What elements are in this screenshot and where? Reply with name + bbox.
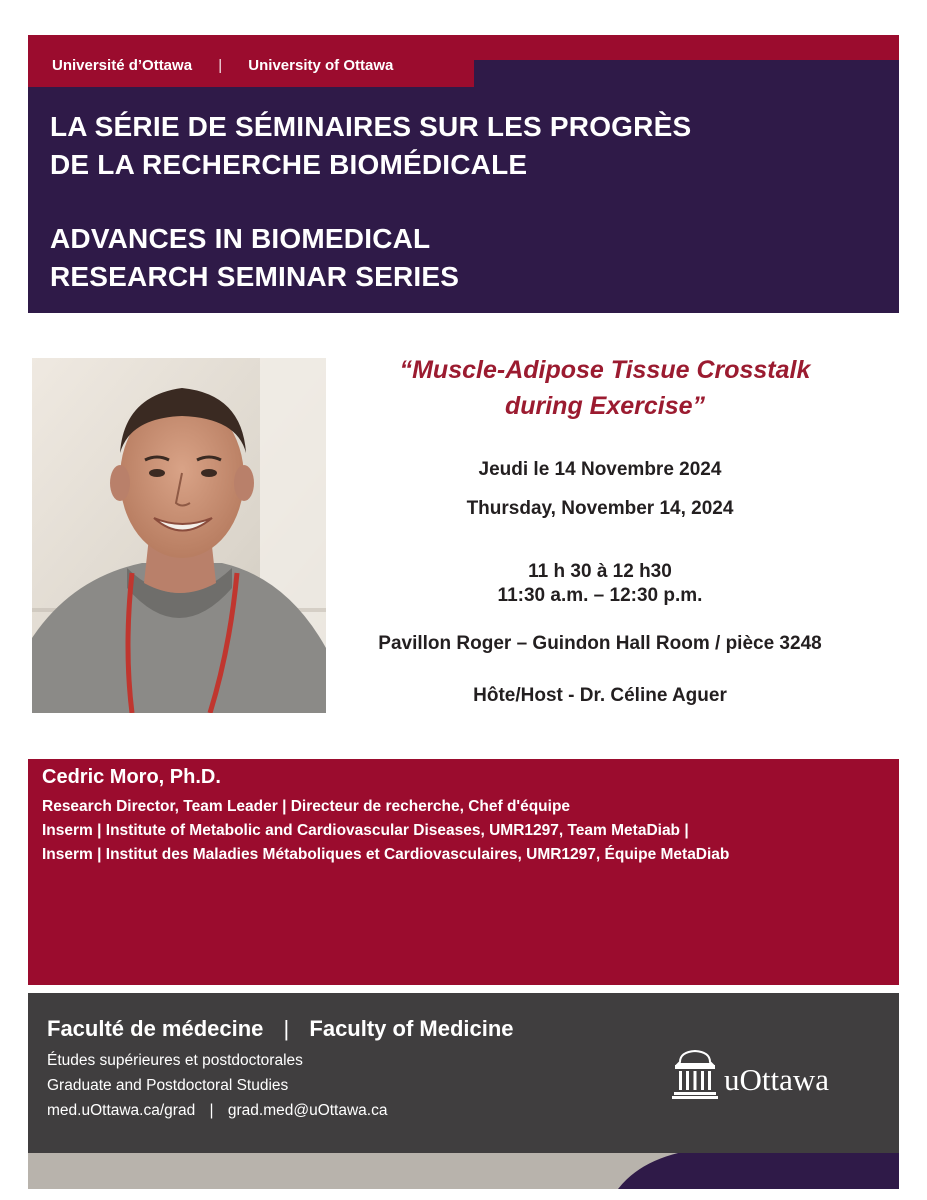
series-title-en-line1: ADVANCES IN BIOMEDICAL bbox=[50, 223, 431, 254]
talk-title bbox=[340, 352, 870, 424]
university-separator: | bbox=[218, 57, 223, 74]
contact-line bbox=[47, 1102, 387, 1120]
university-name-fr: Université d’Ottawa bbox=[52, 57, 193, 74]
time-fr: 11 h 30 à 12 h30 bbox=[528, 561, 672, 582]
university-names bbox=[52, 57, 393, 74]
series-title-fr-line2: DE LA RECHERCHE BIOMÉDICALE bbox=[50, 149, 528, 180]
host: Hôte/Host - Dr. Céline Aguer bbox=[473, 685, 727, 706]
email-link[interactable]: grad.med@uOttawa.ca bbox=[227, 1102, 388, 1119]
studies-en: Graduate and Postdoctoral Studies bbox=[47, 1077, 289, 1094]
talk-title-line2: during Exercise” bbox=[504, 392, 706, 420]
speaker-photo bbox=[32, 358, 326, 713]
series-title-en bbox=[50, 220, 459, 296]
speaker-affiliation-fr: Inserm | Institut des Maladies Métaboliques et Cardiovasculaires, UMR1297, Équipe MetaDiab bbox=[42, 846, 730, 863]
university-name-en: University of Ottawa bbox=[248, 57, 394, 74]
speaker-name: Cedric Moro, Ph.D. bbox=[42, 766, 221, 788]
uottawa-logo-text: uOttawa bbox=[724, 1062, 830, 1097]
uottawa-building-icon bbox=[672, 1048, 718, 1105]
speaker-role: Research Director, Team Leader | Directeur de recherche, Chef d'équipe bbox=[42, 798, 571, 815]
faculty-separator: | bbox=[283, 1016, 290, 1041]
speaker-band bbox=[28, 759, 899, 985]
date-en: Thursday, November 14, 2024 bbox=[466, 498, 734, 519]
faculty-en: Faculty of Medicine bbox=[309, 1016, 514, 1041]
faculty-line bbox=[47, 1016, 514, 1042]
studies-fr: Études supérieures et postdoctorales bbox=[47, 1052, 303, 1069]
location: Pavillon Roger – Guindon Hall Room / pièce 3248 bbox=[378, 633, 822, 654]
contact-separator: | bbox=[209, 1102, 214, 1119]
faculty-fr: Faculté de médecine bbox=[47, 1016, 264, 1041]
date-fr: Jeudi le 14 Novembre 2024 bbox=[478, 459, 722, 480]
series-title-fr bbox=[50, 108, 691, 184]
series-title-en-line2: RESEARCH SEMINAR SERIES bbox=[50, 261, 460, 292]
time-en: 11:30 a.m. – 12:30 p.m. bbox=[497, 585, 703, 606]
bottom-stripe bbox=[28, 1153, 899, 1189]
speaker-affiliation-en: Inserm | Institute of Metabolic and Cardiovascular Diseases, UMR1297, Team MetaDiab | bbox=[42, 822, 689, 839]
talk-title-line1: “Muscle-Adipose Tissue Crosstalk bbox=[399, 356, 811, 384]
website-link[interactable]: med.uOttawa.ca/grad bbox=[47, 1102, 196, 1119]
series-title-fr-line1: LA SÉRIE DE SÉMINAIRES SUR LES PROGRÈS bbox=[50, 111, 692, 142]
